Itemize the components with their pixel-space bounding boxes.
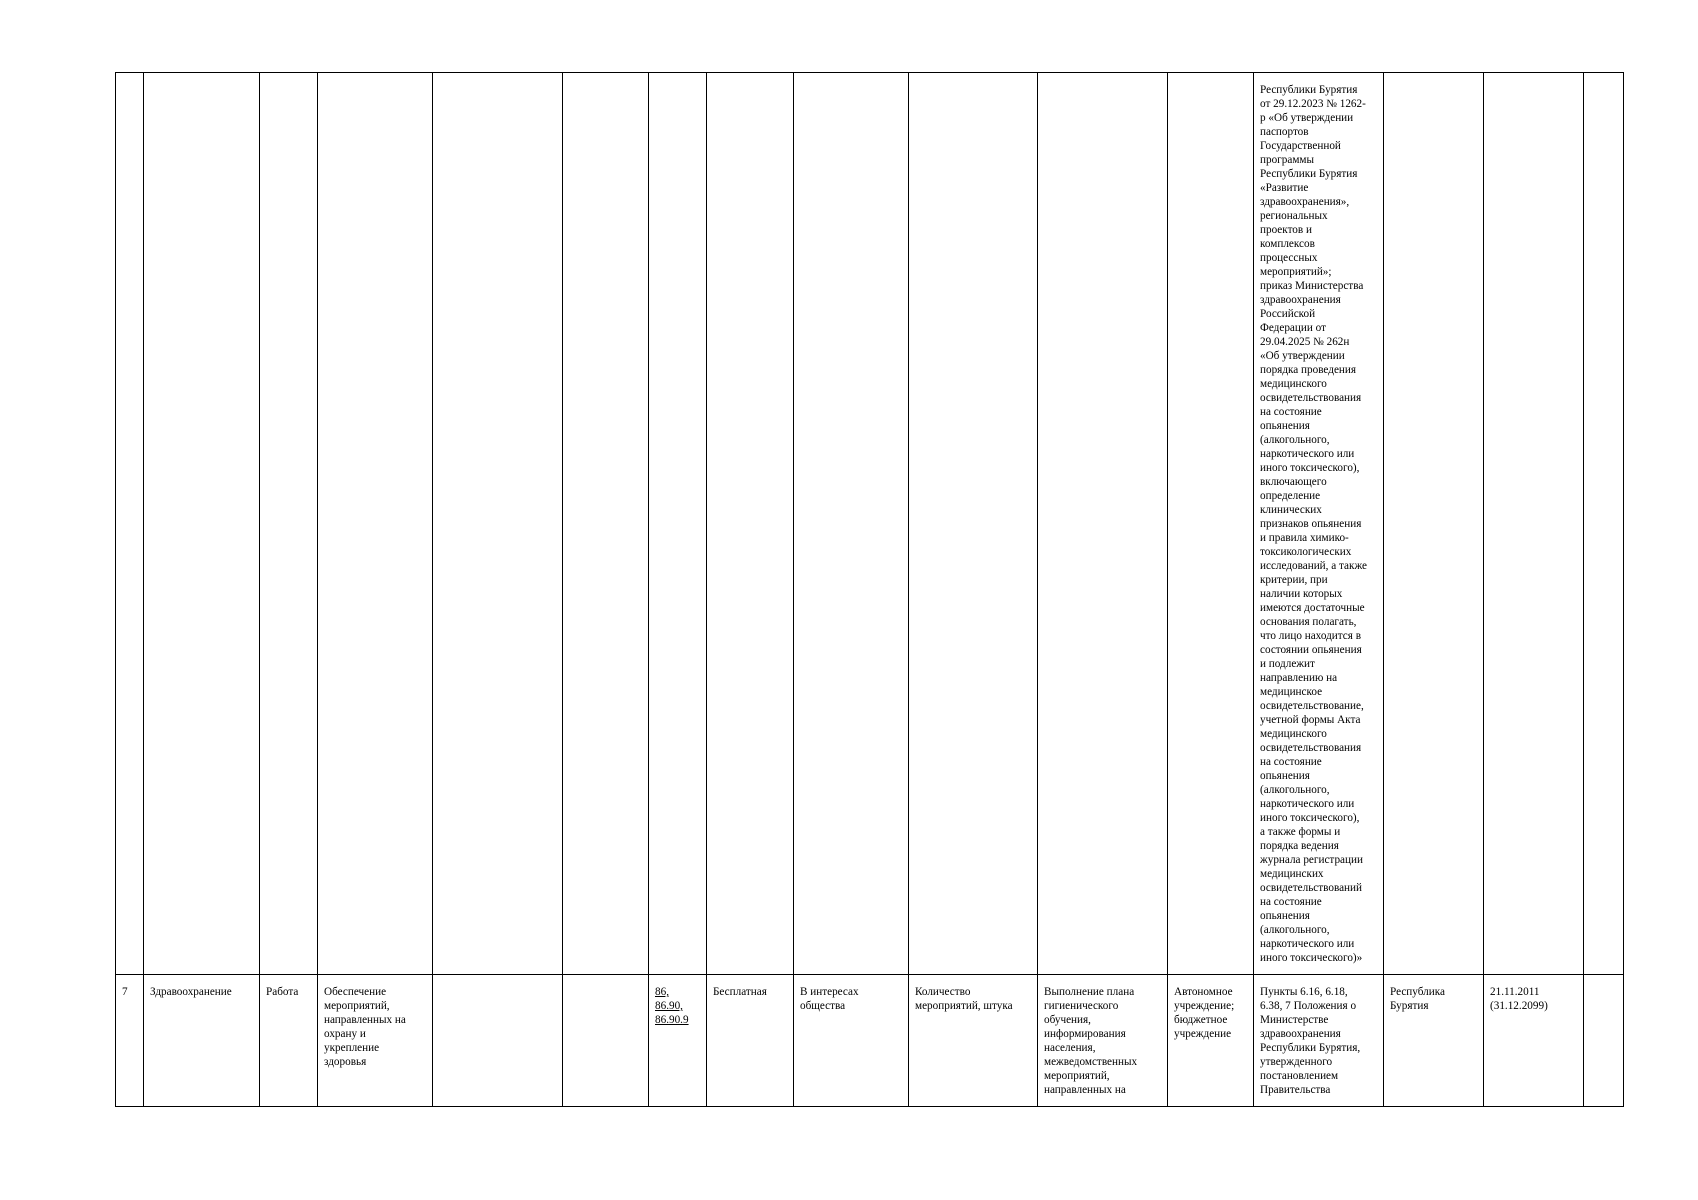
cell-okved-codes: 86, 86.90, 86.90.9 bbox=[649, 975, 707, 1107]
cell-empty bbox=[563, 73, 649, 975]
cell-legal-basis-continued: Республики Бурятия от 29.12.2023 № 1262- р «Об утверждении паспортов Государственной программы Республики Бурятия «Развитие здравоохранения», региональных проектов и комплексов процессных мероприятий»; приказ Министерства здравоохранения Российской Федерации от 29.04.2025 № 262н «Об утверждении порядка проведения медицинского освидетельствования на состояние опьянения (алкогольного, наркотического или иного токсического), включающего определение клинических признаков опьянения и правила химико- токсикологических исследований, а также критерии, при наличии которых имеются достаточные основания полагать, что лицо находится в состоянии опьянения и подлежит направлению на медицинское освидетельствование, учетной формы Акта медицинского освидетельствования на состояние опьянения (алкогольного, наркотического или иного токсического), а также формы и порядка ведения журнала регистрации медицинских освидетельствований на состояние опьянения (алкогольного, наркотического или иного токсического)» bbox=[1254, 73, 1384, 975]
cell-empty bbox=[563, 975, 649, 1107]
registry-table bbox=[115, 72, 1624, 1107]
cell-empty bbox=[144, 73, 260, 975]
cell-empty bbox=[649, 73, 707, 975]
cell-empty bbox=[1384, 73, 1484, 975]
table-row-continued bbox=[116, 73, 1624, 975]
cell-payment: Бесплатная bbox=[707, 975, 794, 1107]
cell-empty bbox=[318, 73, 433, 975]
cell-type: Работа bbox=[260, 975, 318, 1107]
cell-empty bbox=[1038, 73, 1168, 975]
cell-founder: Республика Бурятия bbox=[1384, 975, 1484, 1107]
table-row-7 bbox=[116, 975, 1624, 1107]
cell-empty bbox=[433, 975, 563, 1107]
cell-empty bbox=[260, 73, 318, 975]
cell-empty bbox=[1168, 73, 1254, 975]
cell-empty bbox=[1584, 73, 1624, 975]
cell-empty bbox=[433, 73, 563, 975]
cell-empty bbox=[1584, 975, 1624, 1107]
cell-empty bbox=[707, 73, 794, 975]
cell-empty bbox=[909, 73, 1038, 975]
cell-institution-type: Автономное учреждение; бюджетное учреждение bbox=[1168, 975, 1254, 1107]
cell-legal-basis: Пункты 6.16, 6.18, 6.38, 7 Положения о Министерстве здравоохранения Республики Бурятия, утвержденного постановлением Правительства bbox=[1254, 975, 1384, 1107]
cell-consumers: В интересах общества bbox=[794, 975, 909, 1107]
cell-empty bbox=[794, 73, 909, 975]
cell-empty bbox=[1484, 73, 1584, 975]
cell-quality-indicator: Выполнение плана гигиенического обучения, информирования населения, межведомственных мероприятий, направленных на bbox=[1038, 975, 1168, 1107]
cell-empty bbox=[116, 73, 144, 975]
cell-sphere: Здравоохранение bbox=[144, 975, 260, 1107]
cell-dates: 21.11.2011 (31.12.2099) bbox=[1484, 975, 1584, 1107]
cell-row-number: 7 bbox=[116, 975, 144, 1107]
cell-service-name: Обеспечение мероприятий, направленных на охрану и укрепление здоровья bbox=[318, 975, 433, 1107]
cell-volume-indicator: Количество мероприятий, штука bbox=[909, 975, 1038, 1107]
